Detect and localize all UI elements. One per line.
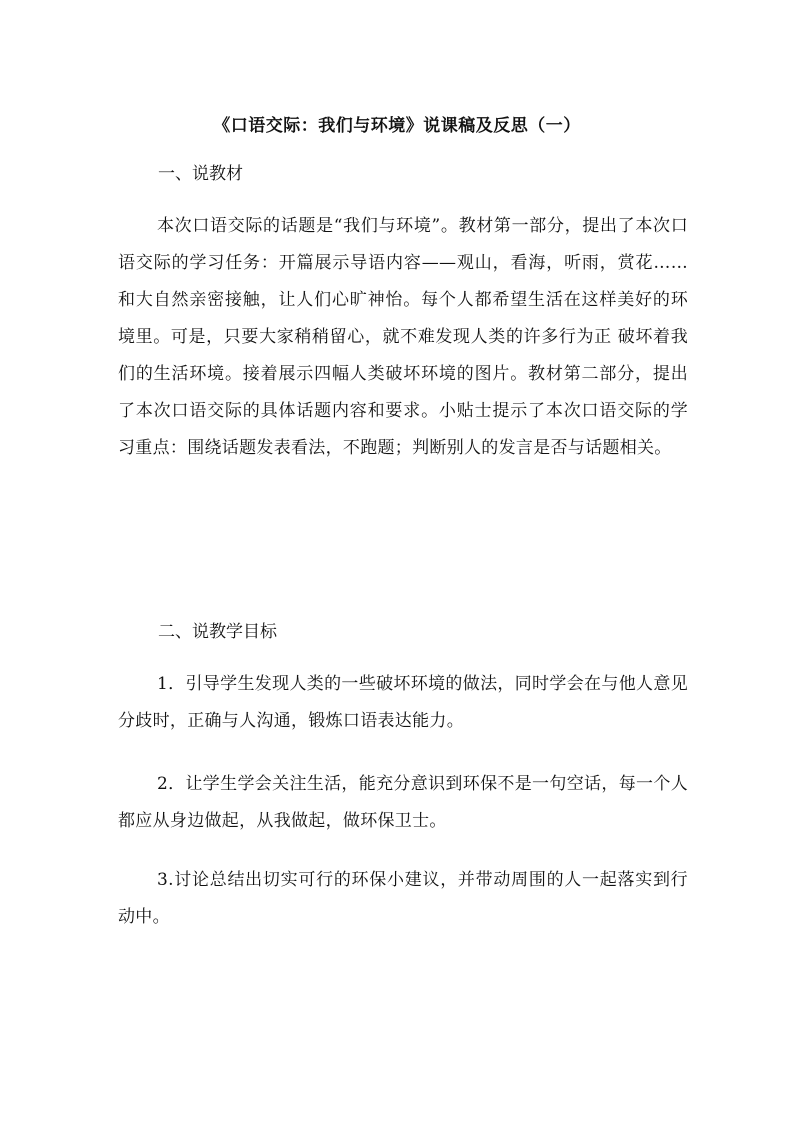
document-title: 《口语交际：我们与环境》说课稿及反思（一） (213, 116, 581, 137)
objective-item-2: 2．让学生学会关注生活，能充分意识到环保不是一句空话，每一个人都应从身边做起，从我做起，做环保卫士。 (118, 774, 688, 831)
section-heading-objectives: 二、说教学目标 (158, 622, 277, 642)
objective-item-1: 1．引导学生发现人类的一些破坏环境的做法，同时学会在与他人意见分歧时，正确与人沟通，锻炼口语表达能力。 (118, 674, 688, 731)
section-heading-textbook: 一、说教材 (158, 164, 243, 184)
objective-item-3: 3.讨论总结出切实可行的环保小建议，并带动周围的人一起落实到行动中。 (118, 870, 688, 927)
paragraph-textbook: 本次口语交际的话题是“我们与环境”。教材第一部分，提出了本次口语交际的学习任务：开篇展示导语内容——观山，看海，听雨，赏花……和大自然亲密接触，让人们心旷神怡。每个人都希望生活在这样美好的环境里。可是，只要大家稍稍留心，就不难发现人类的许多行为正 破坏着我们的生活环境。接着展示四幅人类破坏环境的图片。教材第二部分，提出了本次口语交际的具体话题内容和要求。小贴士提示了本次口语交际的学习重点：围绕话题发表看法，不跑题；判断别人的发言是否与话题相关。 (118, 216, 688, 458)
